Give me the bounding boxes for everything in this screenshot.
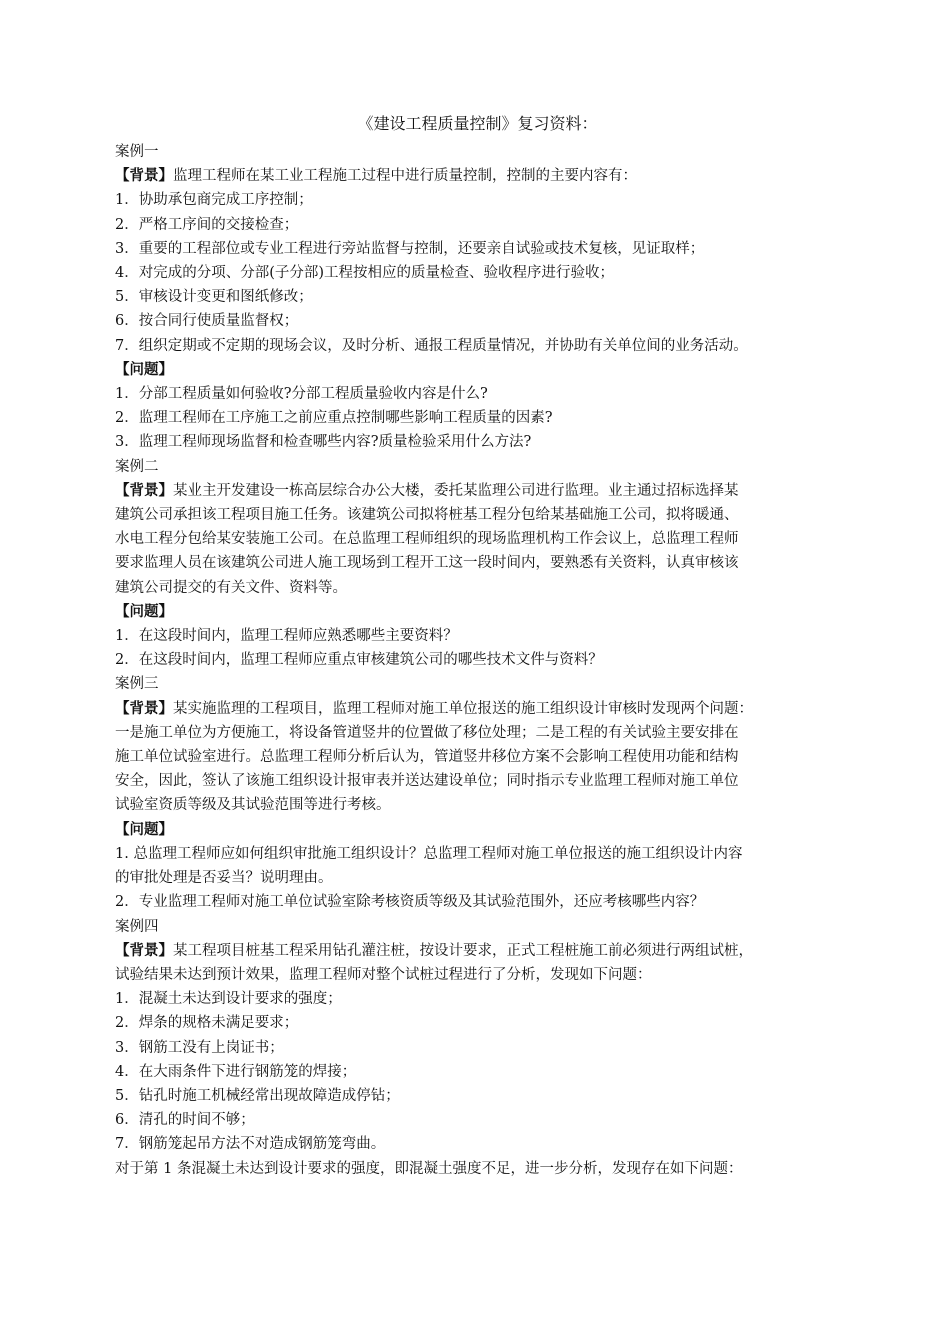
question-label: 【问题】 <box>115 820 173 838</box>
case-3-background-line <box>115 697 840 721</box>
case-4-background-line: 试验结果未达到预计效果，监理工程师对整个试桩过程进行了分析，发现如下问题： <box>115 966 652 983</box>
background-label: 【背景】 <box>115 167 173 185</box>
case-1-item: 3．重要的工程部位或专业工程进行旁站监督与控制，还要亲自试验或技术复核，见证取样； <box>115 240 705 257</box>
case-2-question-label <box>115 600 840 624</box>
case-2-question: 2．在这段时间内，监理工程师应重点审核建筑公司的哪些技术文件与资料？ <box>115 652 603 669</box>
case-1-heading: 案例一 <box>115 144 159 160</box>
case-2-question: 1．在这段时间内，监理工程师应熟悉哪些主要资料？ <box>115 628 458 645</box>
case-3-question: 2．专业监理工程师对施工单位试验室除考核资质等级及其试验范围外，还应考核哪些内容？ <box>115 894 705 911</box>
case-1-item: 5．审核设计变更和图纸修改； <box>115 289 313 306</box>
document-page <box>115 112 840 1181</box>
background-label: 【背景】 <box>115 481 173 499</box>
case-4-item: 1．混凝土未达到设计要求的强度； <box>115 991 342 1008</box>
case-3-question: 的审批处理是否妥当？说明理由。 <box>115 870 333 887</box>
background-label: 【背景】 <box>115 941 173 959</box>
case-1-item: 6．按合同行使质量监督权； <box>115 313 299 330</box>
case-4-item: 2．焊条的规格未满足要求； <box>115 1015 299 1032</box>
case-1-item: 1．协助承包商完成工序控制； <box>115 192 313 209</box>
case-3-background-line: 一是施工单位为方便施工，将设备管道竖井的位置做了移位处理；二是工程的有关试验主要安排在 <box>115 724 739 741</box>
case-3-question-label <box>115 818 840 842</box>
case-2-background-line: 建筑公司提交的有关文件、资料等。 <box>115 579 347 596</box>
case-2-background-line <box>115 479 840 503</box>
background-text: 某业主开发建设一栋高层综合办公大楼，委托某监理公司进行监理。业主通过招标选择某 <box>173 482 739 499</box>
case-1-question: 3．监理工程师现场监督和检查哪些内容?质量检验采用什么方法? <box>115 434 532 451</box>
case-3-background-line: 施工单位试验室进行。总监理工程师分析后认为，管道竖井移位方案不会影响工程使用功能和结构 <box>115 749 739 766</box>
background-text: 某实施监理的工程项目，监理工程师对施工单位报送的施工组织设计审核时发现两个问题： <box>173 700 753 717</box>
case-2-background-line: 水电工程分包给某安装施工公司。在总监理工程师组织的现场监理机构工作会议上，总监理工程师 <box>115 531 739 548</box>
question-label: 【问题】 <box>115 360 173 378</box>
case-3-background-line: 试验室资质等级及其试验范围等进行考核。 <box>115 797 391 814</box>
case-4-item: 5．钻孔时施工机械经常出现故障造成停钻； <box>115 1087 400 1104</box>
question-label: 【问题】 <box>115 602 173 620</box>
case-3-background-line: 安全，因此，签认了该施工组织设计报审表并送达建设单位；同时指示专业监理工程师对施工单位 <box>115 773 739 790</box>
background-text: 监理工程师在某工业工程施工过程中进行质量控制，控制的主要内容有： <box>173 168 637 185</box>
case-2-background-line: 建筑公司承担该工程项目施工任务。该建筑公司拟将桩基工程分包给某基础施工公司，拟将暖通、 <box>115 507 739 524</box>
case-1-question: 1．分部工程质量如何验收?分部工程质量验收内容是什么? <box>115 386 488 403</box>
case-4-item: 3．钢筋工没有上岗证书； <box>115 1039 284 1056</box>
case-4-heading: 案例四 <box>115 918 159 935</box>
case-3-heading: 案例三 <box>115 676 159 693</box>
background-text: 某工程项目桩基工程采用钻孔灌注桩，按设计要求，正式工程桩施工前必须进行两组试桩， <box>173 942 753 959</box>
case-4-item: 4．在大雨条件下进行钢筋笼的焊接； <box>115 1063 357 1080</box>
case-3-question: 1. 总监理工程师应如何组织审批施工组织设计？总监理工程师对施工单位报送的施工组织设计内容 <box>115 845 743 862</box>
case-1-item: 2．严格工序间的交接检查； <box>115 216 299 233</box>
case-2-heading: 案例二 <box>115 458 159 475</box>
case-1-background <box>115 164 840 188</box>
case-1-item: 7．组织定期或不定期的现场会议，及时分析、通报工程质量情况，并协助有关单位间的业务活动。 <box>115 337 748 354</box>
case-4-background-line <box>115 939 840 963</box>
case-4-item: 6．清孔的时间不够； <box>115 1112 255 1129</box>
case-2-background-line: 要求监理人员在该建筑公司进人施工现场到工程开工这一段时间内，要熟悉有关资料，认真审核该 <box>115 555 739 572</box>
case-1-question-label <box>115 358 840 382</box>
case-1-item: 4．对完成的分项、分部(子分部)工程按相应的质量检查、验收程序进行验收； <box>115 265 615 282</box>
background-label: 【背景】 <box>115 699 173 717</box>
case-4-closing: 对于第 1 条混凝土未达到设计要求的强度，即混凝土强度不足，进一步分析，发现存在如下问题： <box>115 1160 743 1177</box>
case-1-question: 2．监理工程师在工序施工之前应重点控制哪些影响工程质量的因素? <box>115 410 553 427</box>
case-4-item: 7．钢筋笼起吊方法不对造成钢筋笼弯曲。 <box>115 1136 386 1153</box>
document-title: 《建设工程质量控制》复习资料： <box>357 114 598 133</box>
